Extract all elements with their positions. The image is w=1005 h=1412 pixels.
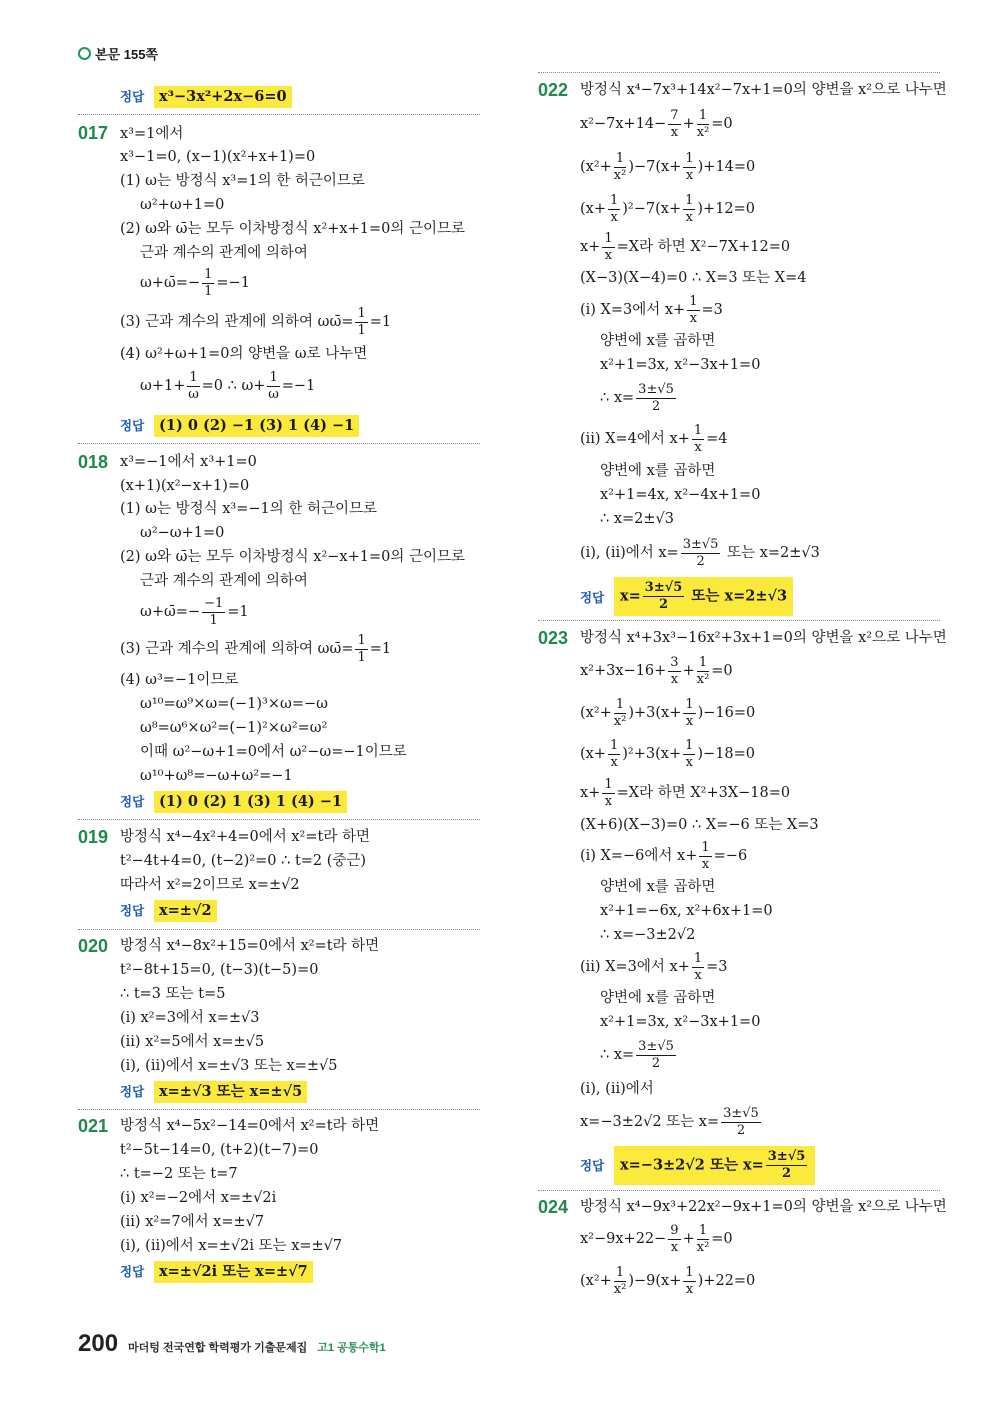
divider: [78, 443, 480, 444]
solution-line: x³=−1에서 x³+1=0: [120, 454, 257, 470]
fraction: $\frac{1}{x}$: [609, 737, 619, 770]
book-course: 고1 공통수학1: [317, 1342, 386, 1354]
solution-line: x²+1=4x, x²−4x+1=0: [600, 487, 761, 503]
answer-box: x=±√2: [154, 900, 217, 922]
divider: [78, 114, 480, 115]
solution-line: (ⅱ) X=3에서 x+ $\frac{1}{x}$ =3: [580, 950, 728, 983]
fraction: $\frac{1}{x}$: [685, 737, 694, 770]
fraction: $\frac{3}{x}$: [670, 654, 679, 687]
solution-line: 양변에 x를 곱하면: [600, 879, 716, 895]
solution-line: (2) ω와 ω̄는 모두 이차방정식 x²−x+1=0의 근이므로: [120, 549, 466, 565]
circle-bullet-icon: [78, 47, 91, 60]
solution-line: 방정식 x⁴−4x²+4=0에서 x²=t라 하면: [120, 829, 370, 845]
answer-box: x=±√2i 또는 x=±√7: [154, 1261, 313, 1283]
fraction: $\frac{1}{x}$: [693, 950, 703, 983]
solution-line: 근과 계수의 관계에 의하여: [140, 245, 308, 261]
problem-number: 021: [78, 1116, 109, 1136]
fraction: $\frac{1}{1}$: [357, 632, 366, 665]
solution-line: (ⅱ) x²=5에서 x=±√5: [120, 1034, 265, 1050]
solution-line: t²−5t−14=0, (t+2)(t−7)=0: [120, 1142, 319, 1158]
solution-line: t²−8t+15=0, (t−3)(t−5)=0: [120, 962, 319, 978]
fraction: $\frac{1}{\text{x²}}$: [613, 1264, 627, 1297]
solution-line: x³=1에서: [120, 126, 184, 142]
solution-line: ∴ x= $\frac{3\pm√5}{2}$: [600, 381, 674, 414]
answer-label: 정답: [120, 1085, 145, 1099]
fraction: $\frac{1}{x}$: [685, 192, 694, 225]
divider: [538, 1190, 940, 1191]
fraction: $\frac{7}{x}$: [670, 107, 679, 140]
solution-line: (x²+ $\frac{1}{\text{x²}}$ )−9(x+ $\frac{1}{x}$ )+22=0: [580, 1264, 756, 1297]
fraction: $\frac{1}{\text{x²}}$: [696, 654, 710, 687]
solution-line: (ⅰ) x²=−2에서 x=±√2i: [120, 1190, 277, 1206]
solution-line: (ⅰ) X=−6에서 x+ $\frac{1}{x}$ =−6: [580, 839, 748, 872]
fraction: $\frac{1}{\omega}$: [268, 369, 279, 402]
fraction: $\frac{1}{\text{x²}}$: [613, 696, 627, 729]
solution-line: x²−9x+22− $\frac{9}{x}$ + $\frac{1}{\text{x²}}$ =0: [580, 1222, 733, 1255]
page-header: [78, 44, 158, 63]
fraction: $\frac{3\pm√5}{2}$: [644, 580, 683, 612]
solution-line: 따라서 x²=2이므로 x=±√2: [120, 877, 300, 893]
answer-label: 정답: [120, 795, 145, 809]
solution-line: ω+ω̄=− $\frac{-1}{1}$ =1: [140, 595, 249, 628]
problem-number: 017: [78, 123, 109, 143]
answer-label: 정답: [580, 1159, 605, 1173]
fraction: $\frac{3\pm√5}{2}$: [723, 1105, 759, 1138]
solution-line: t²−4t+4=0, (t−2)²=0 ∴ t=2 (중근): [120, 853, 367, 869]
solution-line: x²+1=3x, x²−3x+1=0: [600, 1014, 761, 1030]
solution-line: (4) ω²+ω+1=0의 양변을 ω로 나누면: [120, 346, 368, 362]
solution-line: (ⅰ), (ⅱ)에서: [580, 1081, 654, 1097]
divider: [78, 929, 480, 930]
solution-line: (x+ $\frac{1}{x}$ )²+3(x+ $\frac{1}{x}$ )−18=0: [580, 737, 756, 770]
solution-line: (ⅰ) X=3에서 x+ $\frac{1}{x}$ =3: [580, 293, 723, 326]
solution-line: 방정식 x⁴−9x³+22x²−9x+1=0의 양변을 x²으로 나누면: [580, 1199, 947, 1215]
solution-line: ω⁸=ω⁶×ω²=(−1)²×ω²=ω²: [140, 720, 328, 736]
fraction: $\frac{1}{x}$: [604, 776, 613, 809]
solution-line: x²+1=−6x, x²+6x+1=0: [600, 903, 773, 919]
solution-line: x=−3±2√2 또는 x= $\frac{3\pm√5}{2}$: [580, 1105, 759, 1138]
solution-line: (ⅰ), (ⅱ)에서 x=±√2i 또는 x=±√7: [120, 1238, 343, 1254]
solution-line: (4) ω³=−1이므로: [120, 672, 239, 688]
problem-number: 022: [538, 80, 569, 100]
solution-line: 이때 ω²−ω+1=0에서 ω²−ω=−1이므로: [140, 744, 407, 760]
fraction: $\frac{1}{\text{x²}}$: [696, 107, 710, 140]
answer-box: (1) 0 (2) 1 (3) 1 (4) −1: [154, 791, 347, 813]
problem-number: 018: [78, 452, 109, 472]
page-footer: [78, 1330, 386, 1358]
solution-line: ∴ x=−3±2√2: [600, 927, 696, 943]
fraction: $\frac{3\pm√5}{2}$: [638, 381, 674, 414]
page-number: 200: [78, 1330, 119, 1357]
fraction: $\frac{9}{x}$: [670, 1222, 679, 1255]
fraction: $\frac{1}{1}$: [357, 305, 366, 338]
solution-line: 방정식 x⁴−7x³+14x²−7x+1=0의 양변을 x²으로 나누면: [580, 82, 947, 98]
solution-line: ω²+ω+1=0: [140, 197, 225, 213]
answer-label: 정답: [120, 90, 145, 104]
fraction: $\frac{1}{\text{x²}}$: [696, 1222, 710, 1255]
solution-line: (x+1)(x²−x+1)=0: [120, 478, 250, 494]
solution-line: x+ $\frac{1}{x}$ =X라 하면 X²+3X−18=0: [580, 776, 791, 809]
solution-line: ∴ t=3 또는 t=5: [120, 986, 226, 1002]
solution-line: ω+1+ $\frac{1}{\omega}$ =0 ∴ ω+ $\frac{1}{\omega}$ =−1: [140, 369, 316, 402]
solution-line: (ⅱ) x²=7에서 x=±√7: [120, 1214, 265, 1230]
solution-line: (ⅰ), (ⅱ)에서 x=±√3 또는 x=±√5: [120, 1058, 338, 1074]
fraction: $\frac{1}{x}$: [604, 230, 613, 263]
answer-box: x= $\frac{3\pm√5}{2}$ 또는 x=2±√3: [614, 577, 793, 616]
solution-line: ω+ω̄=− $\frac{1}{1}$ =−1: [140, 266, 250, 299]
divider: [78, 819, 480, 820]
solution-line: ∴ x=2±√3: [600, 511, 675, 527]
solution-line: (2) ω와 ω̄는 모두 이차방정식 x²+x+1=0의 근이므로: [120, 221, 466, 237]
solution-line: (x+ $\frac{1}{x}$ )²−7(x+ $\frac{1}{x}$ )+12=0: [580, 192, 756, 225]
solution-line: 양변에 x를 곱하면: [600, 990, 716, 1006]
book-title: 마더텅 전국연합 학력평가 기출문제집: [128, 1342, 308, 1354]
solution-line: 방정식 x⁴−8x²+15=0에서 x²=t라 하면: [120, 938, 380, 954]
fraction: $\frac{1}{x}$: [701, 839, 710, 872]
fraction: $\frac{1}{x}$: [685, 150, 694, 183]
divider: [538, 620, 940, 621]
header-label: 본문 155쪽: [95, 47, 158, 62]
fraction: $\frac{1}{1}$: [204, 266, 213, 299]
answer-box: x=±√3 또는 x=±√5: [154, 1081, 307, 1103]
solution-line: (X−3)(X−4)=0 ∴ X=3 또는 X=4: [580, 270, 807, 286]
solution-line: x+ $\frac{1}{x}$ =X라 하면 X²−7X+12=0: [580, 230, 791, 263]
solution-line: (1) ω는 방정식 x³=1의 한 허근이므로: [120, 173, 365, 189]
fraction: $\frac{1}{x}$: [609, 192, 619, 225]
divider: [78, 1109, 480, 1110]
problem-number: 023: [538, 628, 569, 648]
solution-line: 방정식 x⁴+3x³−16x²+3x+1=0의 양변을 x²으로 나누면: [580, 630, 947, 646]
solution-line: 양변에 x를 곱하면: [600, 463, 716, 479]
solution-line: x²−7x+14− $\frac{7}{x}$ + $\frac{1}{\text{x²}}$ =0: [580, 107, 733, 140]
answer-label: 정답: [580, 591, 605, 605]
fraction: $\frac{3\pm√5}{2}$: [682, 536, 719, 569]
fraction: $\frac{1}{\omega}$: [188, 369, 199, 402]
answer-box: (1) 0 (2) −1 (3) 1 (4) −1: [154, 415, 359, 437]
answer-box: x=−3±2√2 또는 x= $\frac{3\pm√5}{2}$: [614, 1146, 815, 1185]
fraction: $\frac{1}{x}$: [693, 422, 703, 455]
solution-line: ω²−ω+1=0: [140, 525, 225, 541]
solution-line: (x²+ $\frac{1}{\text{x²}}$ )−7(x+ $\frac{1}{x}$ )+14=0: [580, 150, 756, 183]
solution-line: (ⅱ) X=4에서 x+ $\frac{1}{x}$ =4: [580, 422, 728, 455]
fraction: $\frac{3\pm√5}{2}$: [638, 1038, 674, 1071]
solution-line: (1) ω는 방정식 x³=−1의 한 허근이므로: [120, 501, 377, 517]
solution-line: (3) 근과 계수의 관계에 의하여 ωω̄= $\frac{1}{1}$ =1: [120, 305, 392, 338]
answer-label: 정답: [120, 1265, 145, 1279]
answer-label: 정답: [120, 419, 145, 433]
problem-number: 019: [78, 827, 109, 847]
solution-line: (ⅰ), (ⅱ)에서 x= $\frac{3\pm√5}{2}$ 또는 x=2±√3: [580, 536, 820, 569]
fraction: $\frac{3\pm√5}{2}$: [767, 1149, 806, 1181]
solution-line: (ⅰ) x²=3에서 x=±√3: [120, 1010, 260, 1026]
divider: [538, 72, 940, 73]
solution-line: x²+3x−16+ $\frac{3}{x}$ + $\frac{1}{\text{x²}}$ =0: [580, 654, 733, 687]
solution-line: 근과 계수의 관계에 의하여: [140, 573, 308, 589]
solution-line: (X+6)(X−3)=0 ∴ X=−6 또는 X=3: [580, 817, 819, 833]
fraction: $\frac{1}{x}$: [685, 1264, 694, 1297]
answer-box: x³−3x²+2x−6=0: [154, 86, 292, 108]
fraction: $\frac{1}{x}$: [685, 696, 694, 729]
fraction: $\frac{1}{\text{x²}}$: [613, 150, 627, 183]
solution-line: (3) 근과 계수의 관계에 의하여 ωω̄= $\frac{1}{1}$ =1: [120, 632, 392, 665]
answer-label: 정답: [120, 904, 145, 918]
fraction: $\frac{1}{x}$: [689, 293, 698, 326]
fraction: $\frac{-1}{1}$: [204, 595, 224, 628]
solution-line: 양변에 x를 곱하면: [600, 333, 716, 349]
solution-line: x²+1=3x, x²−3x+1=0: [600, 357, 761, 373]
solution-line: ω¹⁰=ω⁹×ω=(−1)³×ω=−ω: [140, 696, 328, 712]
solution-line: 방정식 x⁴−5x²−14=0에서 x²=t라 하면: [120, 1118, 380, 1134]
solution-line: (x²+ $\frac{1}{\text{x²}}$ )+3(x+ $\frac{1}{x}$ )−16=0: [580, 696, 756, 729]
problem-number: 024: [538, 1197, 569, 1217]
problem-number: 020: [78, 936, 109, 956]
solution-line: x³−1=0, (x−1)(x²+x+1)=0: [120, 149, 316, 165]
solution-line: ∴ x= $\frac{3\pm√5}{2}$: [600, 1038, 674, 1071]
solution-line: ∴ t=−2 또는 t=7: [120, 1166, 238, 1182]
solution-line: ω¹⁰+ω⁸=−ω+ω²=−1: [140, 768, 293, 784]
